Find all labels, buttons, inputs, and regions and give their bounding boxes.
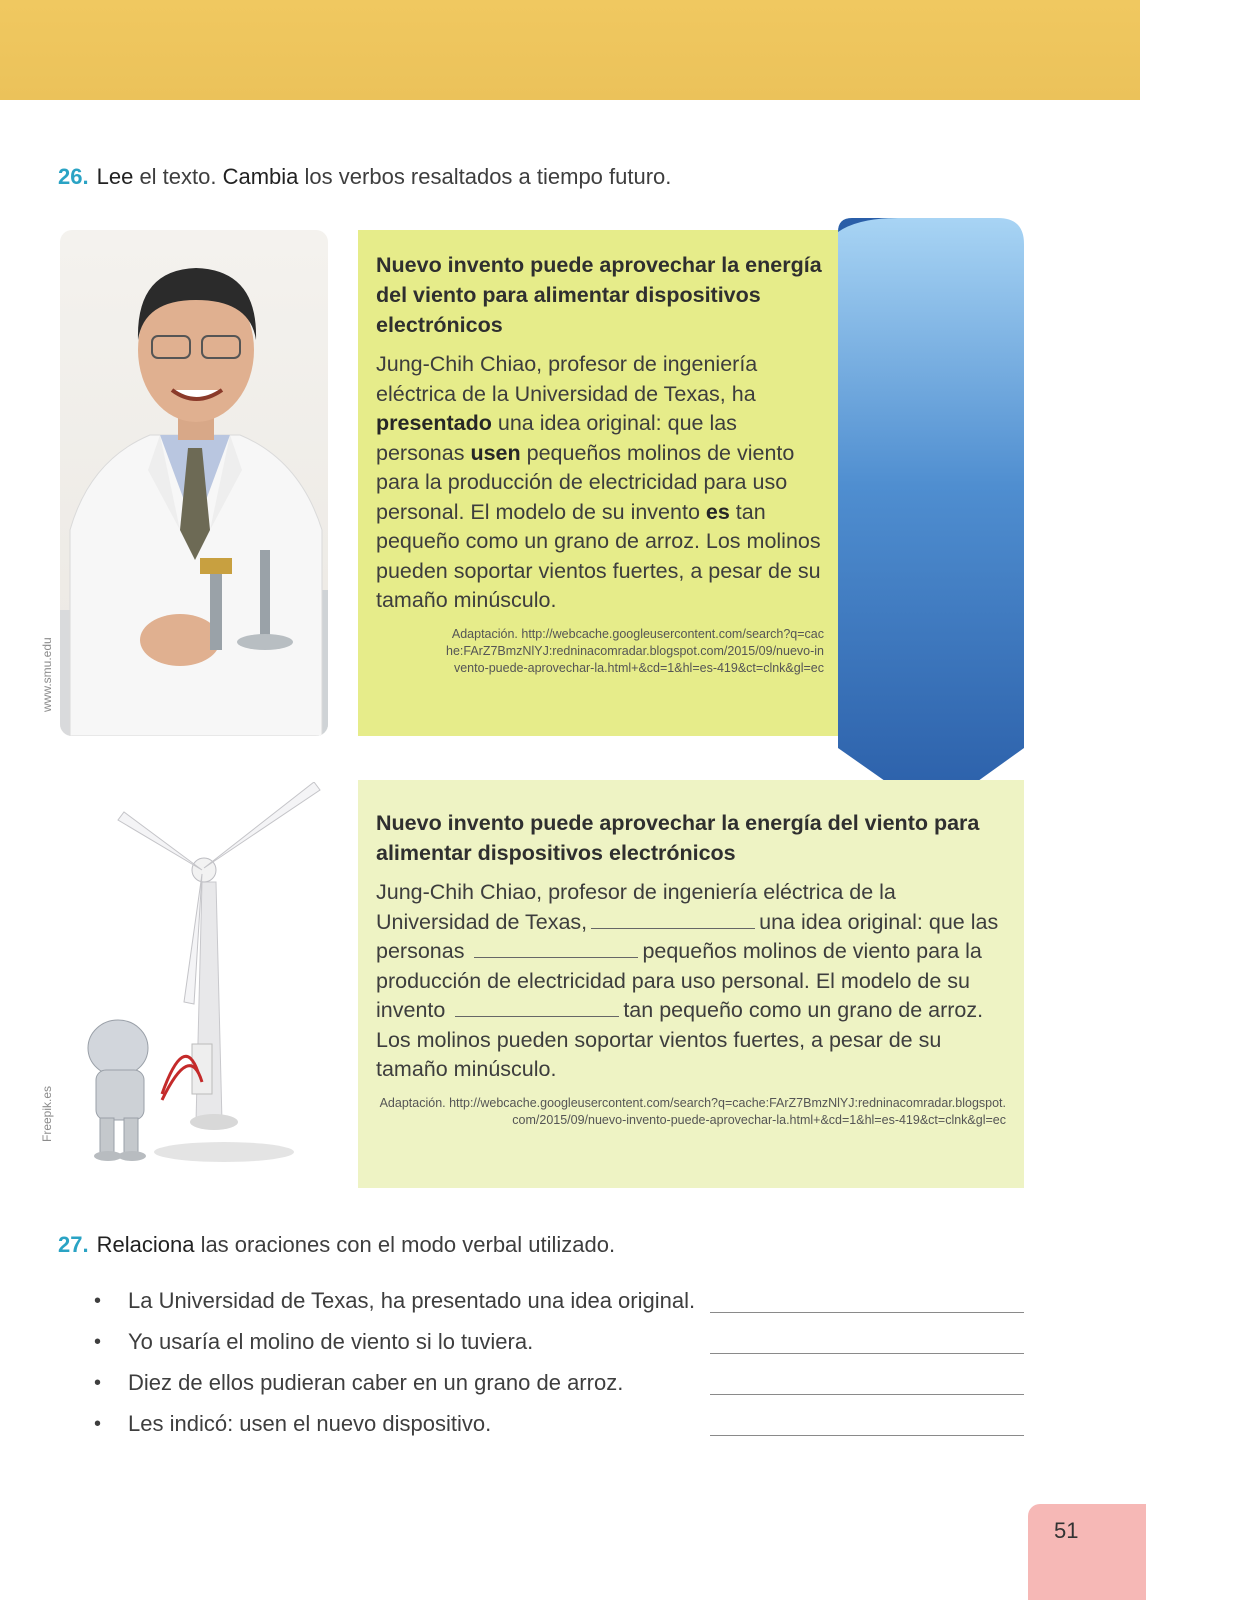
article-original-box xyxy=(358,230,842,736)
list-item xyxy=(94,1411,1034,1452)
article-rewrite-text-4: tan pequeño como un grano de arroz. Los molinos pueden soportar vientos fuertes, a pesar de su tamaño minúsculo. xyxy=(376,998,984,1081)
wind-turbine-illustration xyxy=(74,782,348,1172)
photo-professor xyxy=(60,230,328,736)
answer-line-3[interactable] xyxy=(710,1394,1024,1395)
bullet: • xyxy=(94,1290,102,1312)
decorative-ribbon-arrow xyxy=(838,218,1024,814)
highlighted-verb-presentado: presentado xyxy=(376,411,492,435)
article-original-body xyxy=(376,350,824,616)
list-item xyxy=(94,1288,1034,1329)
exercise-26-text-2: los verbos resaltados a tiempo futuro. xyxy=(304,164,672,189)
article-rewrite-source: Adaptación. http://webcache.googleusercontent.com/search?q=cache:FArZ7BmzNlYJ:redninacomradar.blogspot.com/2015/09/nuevo-invento-puede-aprovechar-la.html+&cd=1&hl=es-419&ct=clnk&gl=ec xyxy=(379,1095,1006,1127)
exercise-26-text-1: el texto. xyxy=(139,164,217,189)
article-original-title: Nuevo invento puede aprovechar la energía del viento para alimentar dispositivos electrónicos xyxy=(376,253,822,337)
highlighted-verb-usen: usen xyxy=(470,440,521,465)
professor-illustration xyxy=(60,230,328,736)
bullet: • xyxy=(94,1372,102,1394)
page-number: 51 xyxy=(1054,1518,1079,1543)
exercise-26-verb-1: Lee xyxy=(96,164,134,189)
article-original-text-3: pequeños molinos de viento para la producción de electricidad para uso personal. El modelo de su invento xyxy=(376,440,795,524)
exercise-27-instruction xyxy=(58,1232,615,1258)
sentence-2: Yo usaría el molino de viento si lo tuviera. xyxy=(128,1329,534,1354)
article-original-text-1: Jung-Chih Chiao, profesor de ingeniería eléctrica de la Universidad de Texas, ha xyxy=(376,352,758,406)
bullet: • xyxy=(94,1331,102,1353)
exercise-27-text: las oraciones con el modo verbal utilizado. xyxy=(200,1232,616,1257)
photo-wind-turbine xyxy=(74,782,348,1172)
list-item xyxy=(94,1329,1034,1370)
blank-verb-3[interactable] xyxy=(455,999,619,1017)
exercise-27-verb: Relaciona xyxy=(96,1232,195,1257)
article-rewrite-text-2: una idea original: que las personas xyxy=(376,909,999,963)
highlighted-verb-es: es xyxy=(705,499,730,524)
exercise-26-instruction xyxy=(58,164,671,190)
exercise-26-number: 26. xyxy=(58,164,89,189)
blank-verb-2[interactable] xyxy=(474,940,638,958)
page-number-tab xyxy=(1028,1504,1146,1600)
exercise-27-number: 27. xyxy=(58,1232,89,1257)
answer-line-2[interactable] xyxy=(710,1353,1024,1354)
top-color-band xyxy=(0,0,1140,100)
exercise-27-list xyxy=(94,1288,1034,1452)
blank-verb-1[interactable] xyxy=(591,911,755,929)
article-rewrite-body xyxy=(376,878,1006,1085)
bullet: • xyxy=(94,1413,102,1435)
photo-credit-smu: www.smu.edu xyxy=(40,637,54,712)
article-original-text-2: una idea original: que las personas xyxy=(376,411,737,465)
photo-credit-freepik: Freepik.es xyxy=(40,1085,54,1142)
article-rewrite-text-3: pequeños molinos de viento para la producción de electricidad para uso personal. El modelo de su invento xyxy=(376,939,982,1022)
article-original-source: Adaptación. http://webcache.googleusercontent.com/search?q=cache:FArZ7BmzNlYJ:redninacomradar.blogspot.com/2015/09/nuevo-invento-puede-aprovechar-la.html+&cd=1&hl=es-419&ct=clnk&gl=ec xyxy=(446,626,824,675)
answer-line-4[interactable] xyxy=(710,1435,1024,1436)
sentence-1: La Universidad de Texas, ha presentado una idea original. xyxy=(128,1288,696,1313)
sentence-3: Diez de ellos pudieran caber en un grano de arroz. xyxy=(128,1370,624,1395)
answer-line-1[interactable] xyxy=(710,1312,1024,1313)
exercise-26-verb-2: Cambia xyxy=(222,164,299,189)
article-rewrite-title: Nuevo invento puede aprovechar la energía del viento para alimentar dispositivos electrónicos xyxy=(376,811,980,865)
list-item xyxy=(94,1370,1034,1411)
article-rewrite-box xyxy=(358,780,1024,1188)
sentence-4: Les indicó: usen el nuevo dispositivo. xyxy=(128,1411,492,1436)
article-original-text-4: tan pequeño como un grano de arroz. Los molinos pueden soportar vientos fuertes, a pesar de su tamaño minúsculo. xyxy=(376,499,821,612)
page-margin xyxy=(1140,0,1236,1600)
article-rewrite-text-1: Jung-Chih Chiao, profesor de ingeniería eléctrica de la Universidad de Texas, xyxy=(376,880,896,934)
